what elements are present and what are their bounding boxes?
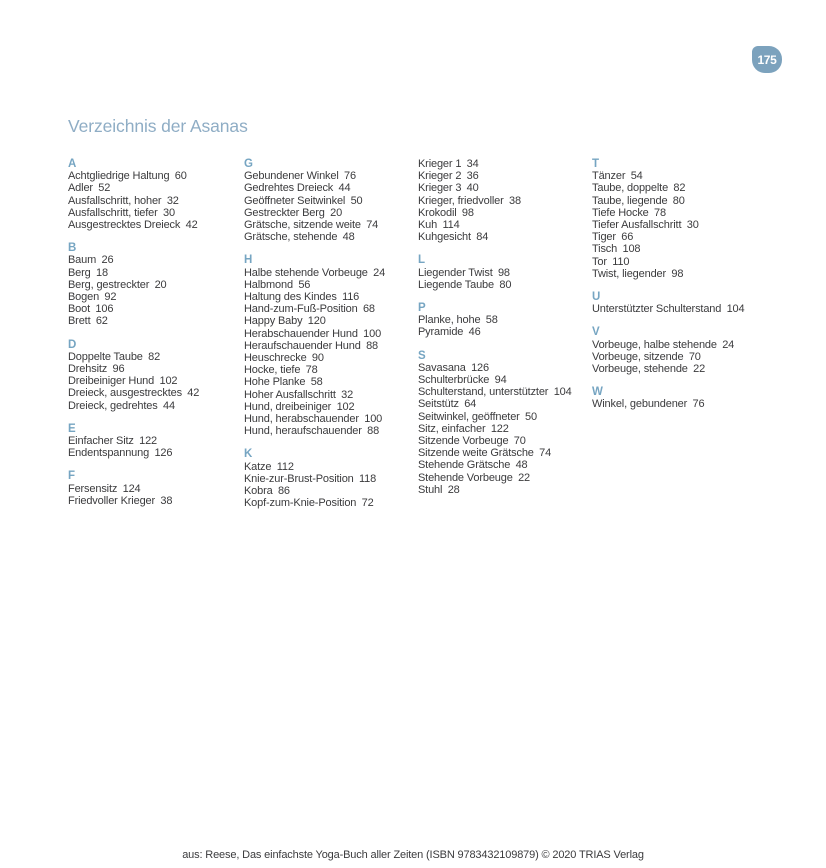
entry-page: 64	[464, 398, 477, 411]
entry-page: 62	[95, 315, 108, 328]
index-entry	[244, 328, 411, 340]
index-entry	[68, 375, 235, 387]
entry-page: 22	[693, 363, 706, 376]
index-entry	[592, 207, 759, 219]
index-section	[68, 242, 244, 327]
entry-label: Haltung des Kindes	[244, 291, 337, 304]
entry-label: Hund, herabschauender	[244, 413, 359, 426]
index-entry	[244, 485, 411, 497]
index-entry	[418, 435, 585, 447]
entry-label: Krieger 1	[418, 158, 462, 170]
index-entry	[418, 195, 585, 207]
index-entry	[592, 398, 759, 410]
entry-page: 34	[466, 158, 479, 170]
index-entry	[592, 339, 759, 351]
index-entry	[418, 459, 585, 471]
index-section	[68, 423, 244, 460]
entry-page: 56	[298, 278, 311, 291]
entry-label: Tiefe Hocke	[592, 206, 649, 219]
entry-label: Ausfallschritt, tiefer	[68, 206, 158, 219]
entry-page: 126	[154, 447, 173, 460]
index-entry	[68, 435, 235, 447]
page-number-badge	[752, 46, 782, 73]
page-title: Verzeichnis der Asanas	[68, 116, 248, 136]
index-section	[592, 291, 792, 315]
index-column	[418, 158, 592, 496]
index-entry	[592, 231, 759, 243]
entry-page: 18	[96, 266, 108, 279]
entry-page: 42	[187, 387, 200, 400]
entry-label: Seitwinkel, geöffneter	[418, 410, 520, 423]
entry-label: Savasana	[418, 361, 466, 374]
index-section	[68, 470, 244, 507]
entry-label: Heraufschauender Hund	[244, 339, 361, 352]
entry-page: 88	[366, 339, 379, 352]
entry-page: 98	[461, 206, 474, 219]
entry-label: Hocke, tiefe	[244, 364, 301, 377]
entry-label: Herabschauender Hund	[244, 327, 358, 340]
index-section	[418, 350, 592, 496]
entry-page: 78	[305, 364, 318, 377]
index-entry	[592, 170, 759, 182]
entry-label: Berg	[68, 266, 91, 279]
index-entry	[68, 303, 235, 315]
index-entry	[592, 363, 759, 375]
entry-page: 28	[447, 483, 460, 496]
entry-label: Halbmond	[244, 278, 293, 291]
index-section	[244, 448, 418, 509]
entry-page: 106	[95, 303, 114, 316]
entry-page: 32	[341, 388, 354, 401]
entry-label: Hund, dreibeiniger	[244, 400, 332, 413]
entry-page: 96	[112, 363, 125, 376]
index-entry	[68, 483, 235, 495]
index-section	[592, 326, 792, 375]
entry-page: 72	[361, 497, 374, 510]
section-letter: W	[592, 386, 603, 399]
index-entry	[244, 195, 411, 207]
entry-page: 32	[166, 194, 179, 207]
index-entry	[418, 170, 585, 182]
entry-page: 92	[104, 291, 117, 304]
entry-label: Gedrehtes Dreieck	[244, 182, 334, 195]
index-entry	[592, 219, 759, 231]
index-entry	[68, 267, 235, 279]
entry-page: 40	[466, 182, 479, 195]
entry-page: 30	[686, 219, 699, 232]
index-entry	[418, 447, 585, 459]
entry-page: 100	[363, 327, 382, 340]
index-entry	[592, 182, 759, 194]
index-entry	[418, 231, 585, 243]
entry-label: Tänzer	[592, 170, 626, 183]
index-entry	[244, 267, 411, 279]
entry-label: Kuhgesicht	[418, 231, 471, 244]
entry-label: Schulterbrücke	[418, 374, 490, 387]
index-section	[418, 158, 592, 243]
entry-label: Baum	[68, 254, 97, 267]
index-section	[244, 158, 418, 243]
entry-label: Vorbeuge, sitzende	[592, 350, 684, 363]
entry-label: Taube, liegende	[592, 194, 668, 207]
footer-credit: aus: Reese, Das einfachste Yoga-Buch aller Zeiten (ISBN 9783432109879) © 2020 TRIAS Verlag	[182, 849, 644, 861]
entry-page: 84	[476, 231, 489, 244]
index-entry	[68, 170, 235, 182]
section-letter: A	[68, 158, 77, 170]
entry-page: 60	[174, 170, 187, 183]
section-letter: V	[592, 326, 600, 339]
entry-page: 76	[344, 170, 356, 183]
section-letter: K	[244, 448, 253, 461]
entry-page: 120	[307, 315, 326, 328]
index-entry	[244, 291, 411, 303]
entry-label: Krieger 3	[418, 182, 462, 195]
entry-page: 70	[688, 350, 701, 363]
index-entry	[68, 315, 235, 327]
entry-page: 24	[373, 266, 386, 279]
entry-label: Kobra	[244, 485, 273, 498]
index-entry	[68, 387, 235, 399]
index-entry	[244, 376, 411, 388]
entry-label: Sitzende Vorbeuge	[418, 435, 509, 448]
index-entry	[68, 219, 235, 231]
entry-label: Seitstütz	[418, 398, 459, 411]
index-entry	[68, 279, 235, 291]
index-entry	[418, 314, 585, 326]
section-letter: E	[68, 422, 76, 435]
index-entry	[244, 340, 411, 352]
entry-label: Winkel, gebundener	[592, 398, 688, 411]
index-entry	[244, 497, 411, 509]
entry-label: Hand-zum-Fuß-Position	[244, 303, 358, 316]
index-entry	[592, 303, 759, 315]
entry-page: 46	[468, 326, 481, 339]
entry-page: 20	[330, 206, 343, 219]
index-column	[244, 158, 418, 509]
entry-page: 90	[311, 352, 324, 365]
entry-page: 114	[442, 219, 460, 232]
entry-label: Hohe Planke	[244, 376, 306, 389]
entry-label: Doppelte Taube	[68, 350, 143, 363]
entry-page: 52	[98, 182, 111, 195]
index-section	[592, 158, 792, 280]
index-entry	[418, 398, 585, 410]
index-entry	[418, 411, 585, 423]
index-entry	[244, 303, 411, 315]
entry-label: Boot	[68, 303, 91, 316]
index-section	[418, 254, 592, 291]
entry-label: Krieger 2	[418, 170, 462, 183]
entry-page: 118	[359, 472, 377, 485]
entry-page: 30	[162, 206, 175, 219]
index-column	[68, 158, 244, 507]
entry-page: 58	[310, 376, 323, 389]
entry-page: 104	[726, 303, 745, 316]
index-entry	[244, 352, 411, 364]
entry-label: Geöffneter Seitwinkel	[244, 194, 346, 207]
entry-label: Heuschrecke	[244, 352, 307, 365]
entry-label: Einfacher Sitz	[68, 435, 134, 448]
entry-page: 98	[671, 267, 684, 280]
index-entry	[244, 219, 411, 231]
entry-label: Drehsitz	[68, 363, 108, 376]
entry-page: 74	[539, 447, 552, 460]
entry-label: Brett	[68, 315, 91, 328]
entry-page: 98	[497, 266, 510, 279]
entry-label: Halbe stehende Vorbeuge	[244, 266, 368, 279]
index-entry	[418, 267, 585, 279]
entry-label: Hund, heraufschauender	[244, 425, 362, 438]
entry-page: 68	[362, 303, 375, 316]
entry-label: Knie-zur-Brust-Position	[244, 472, 354, 485]
entry-label: Dreieck, gedrehtes	[68, 399, 158, 412]
entry-page: 94	[494, 374, 507, 387]
entry-page: 44	[338, 182, 351, 195]
entry-page: 44	[162, 399, 175, 412]
index-entry	[418, 158, 585, 170]
entry-label: Kopf-zum-Knie-Position	[244, 497, 357, 510]
index-entry	[244, 425, 411, 437]
entry-page: 20	[154, 278, 167, 291]
index-section	[592, 386, 792, 410]
entry-page: 122	[490, 422, 509, 435]
entry-label: Planke, hohe	[418, 314, 481, 327]
index-entry	[418, 279, 585, 291]
entry-page: 22	[518, 471, 531, 484]
index-entry	[244, 315, 411, 327]
index-entry	[592, 195, 759, 207]
entry-page: 38	[509, 194, 521, 207]
entry-label: Twist, liegender	[592, 267, 667, 280]
entry-page: 50	[525, 410, 537, 423]
entry-label: Sitzende weite Grätsche	[418, 447, 534, 460]
entry-page: 36	[466, 170, 479, 183]
entry-label: Krokodil	[418, 206, 457, 219]
index-entry	[418, 472, 585, 484]
entry-label: Gebundener Winkel	[244, 170, 339, 183]
entry-label: Tisch	[592, 243, 618, 256]
section-letter: P	[418, 302, 426, 315]
entry-label: Stehende Grätsche	[418, 459, 511, 472]
index-entry	[244, 413, 411, 425]
entry-label: Dreieck, ausgestrecktes	[68, 387, 182, 400]
index-entry	[592, 351, 759, 363]
entry-page: 112	[276, 460, 294, 473]
index-entry	[244, 364, 411, 376]
index-entry	[418, 326, 585, 338]
index-entry	[68, 400, 235, 412]
entry-page: 66	[621, 231, 634, 244]
entry-label: Liegende Taube	[418, 278, 494, 291]
index-entry	[418, 423, 585, 435]
entry-page: 82	[148, 350, 161, 363]
entry-page: 58	[485, 314, 498, 327]
entry-label: Dreibeiniger Hund	[68, 375, 155, 388]
entry-page: 108	[622, 243, 641, 256]
entry-label: Achtgliedrige Haltung	[68, 170, 170, 183]
entry-page: 102	[336, 400, 355, 413]
index-entry	[68, 351, 235, 363]
index-entry	[68, 207, 235, 219]
index-entry	[244, 182, 411, 194]
index-entry	[592, 243, 759, 255]
entry-page: 102	[159, 375, 178, 388]
entry-label: Bogen	[68, 291, 100, 304]
entry-label: Unterstützter Schulterstand	[592, 303, 722, 316]
entry-label: Stuhl	[418, 483, 443, 496]
index-entry	[418, 219, 585, 231]
index-entry	[244, 473, 411, 485]
entry-page: 104	[553, 386, 572, 399]
section-letter: G	[244, 158, 253, 170]
entry-label: Vorbeuge, halbe stehende	[592, 338, 717, 351]
section-letter: B	[68, 242, 77, 255]
index-entry	[68, 363, 235, 375]
page-number: 175	[757, 52, 777, 67]
section-letter: H	[244, 254, 253, 267]
index-section	[244, 254, 418, 437]
entry-page: 122	[139, 435, 158, 448]
index-entry	[244, 461, 411, 473]
entry-label: Stehende Vorbeuge	[418, 471, 513, 484]
index-entry	[68, 291, 235, 303]
index-entry	[68, 195, 235, 207]
entry-label: Sitz, einfacher	[418, 422, 486, 435]
entry-label: Pyramide	[418, 326, 464, 339]
index-entry	[418, 207, 585, 219]
index-entry	[418, 374, 585, 386]
section-letter: D	[68, 338, 77, 351]
entry-label: Tor	[592, 255, 607, 268]
section-letter: F	[68, 470, 75, 483]
entry-label: Gestreckter Berg	[244, 206, 325, 219]
entry-page: 100	[364, 413, 383, 426]
entry-label: Taube, doppelte	[592, 182, 669, 195]
entry-page: 80	[672, 194, 685, 207]
index-entry	[244, 401, 411, 413]
index-entry	[592, 268, 759, 280]
index-entry	[68, 182, 235, 194]
entry-label: Tiger	[592, 231, 616, 244]
index-entry	[244, 207, 411, 219]
section-letter: S	[418, 349, 426, 362]
index-entry	[68, 447, 235, 459]
index-entry	[244, 279, 411, 291]
entry-label: Katze	[244, 460, 272, 473]
entry-label: Tiefer Ausfallschritt	[592, 219, 682, 232]
entry-page: 124	[122, 482, 141, 495]
section-letter: T	[592, 158, 599, 170]
entry-label: Friedvoller Krieger	[68, 494, 156, 507]
index-entry	[418, 362, 585, 374]
entry-page: 126	[471, 361, 489, 374]
entry-page: 26	[101, 254, 114, 267]
entry-page: 38	[160, 494, 173, 507]
entry-page: 88	[367, 425, 380, 438]
entry-label: Vorbeuge, stehende	[592, 363, 688, 376]
entry-page: 86	[277, 485, 290, 498]
index-columns	[68, 158, 826, 509]
index-entry	[244, 170, 411, 182]
index-entry	[592, 256, 759, 268]
entry-page: 80	[499, 278, 512, 291]
index-entry	[418, 182, 585, 194]
index-entry	[244, 389, 411, 401]
entry-label: Fersensitz	[68, 482, 118, 495]
index-entry	[68, 254, 235, 266]
entry-page: 74	[366, 219, 379, 232]
entry-label: Liegender Twist	[418, 266, 493, 279]
index-entry	[418, 484, 585, 496]
section-letter: U	[592, 291, 601, 304]
entry-label: Krieger, friedvoller	[418, 194, 504, 207]
entry-page: 48	[342, 231, 355, 244]
entry-page: 82	[673, 182, 686, 195]
index-entry	[68, 495, 235, 507]
entry-page: 24	[722, 338, 735, 351]
entry-label: Berg, gestreckter	[68, 278, 150, 291]
entry-label: Endentspannung	[68, 447, 150, 460]
index-section	[68, 339, 244, 412]
entry-page: 110	[612, 255, 630, 268]
entry-label: Adler	[68, 182, 93, 195]
entry-page: 70	[513, 435, 526, 448]
entry-page: 78	[654, 206, 666, 219]
section-letter: L	[418, 254, 425, 267]
entry-page: 50	[350, 194, 363, 207]
entry-page: 48	[515, 459, 528, 472]
entry-page: 42	[185, 219, 198, 232]
entry-page: 116	[342, 291, 360, 304]
index-section	[68, 158, 244, 231]
entry-label: Hoher Ausfallschritt	[244, 388, 336, 401]
entry-label: Schulterstand, unterstützter	[418, 386, 549, 399]
entry-label: Happy Baby	[244, 315, 303, 328]
entry-label: Ausgestrecktes Dreieck	[68, 219, 181, 232]
entry-label: Grätsche, sitzende weite	[244, 219, 361, 232]
index-column	[592, 158, 792, 411]
entry-page: 76	[692, 398, 705, 411]
entry-label: Ausfallschritt, hoher	[68, 194, 162, 207]
entry-label: Kuh	[418, 219, 438, 232]
entry-page: 54	[630, 170, 643, 183]
index-entry	[418, 386, 585, 398]
index-section	[418, 302, 592, 339]
index-entry	[244, 231, 411, 243]
entry-label: Grätsche, stehende	[244, 231, 338, 244]
